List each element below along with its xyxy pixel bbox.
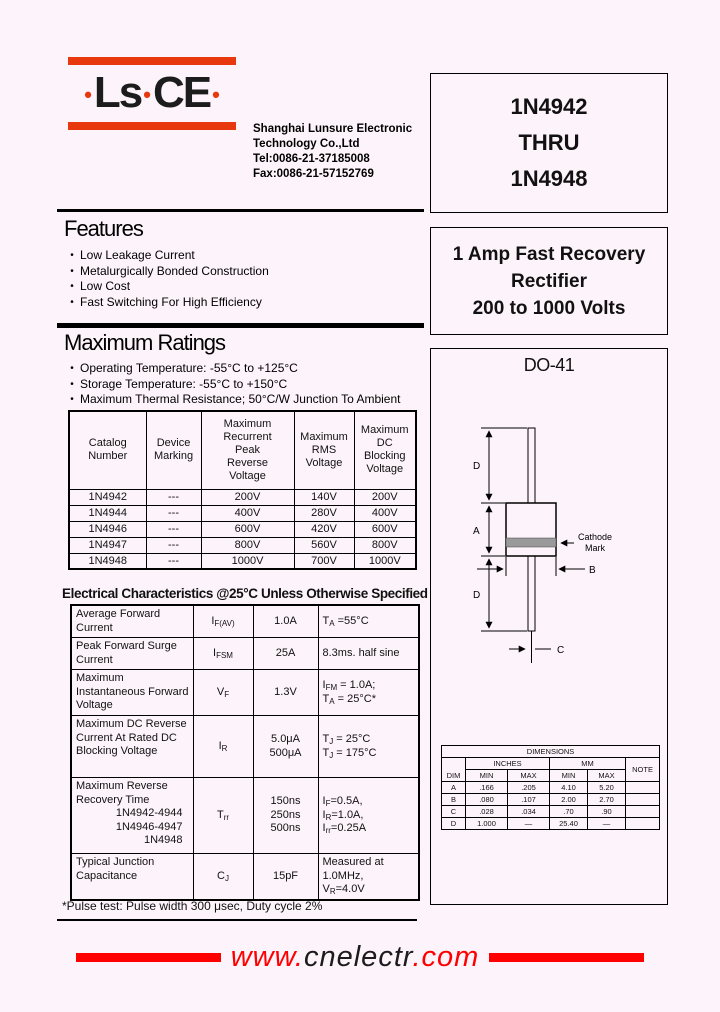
elec-symbol: $V_F$ [193, 670, 253, 716]
dims-cell: 25.40 [550, 818, 588, 830]
features-heading: Features [64, 216, 143, 241]
do41-package-drawing [431, 379, 669, 739]
ratings-cell: 1N4947 [69, 537, 146, 553]
logo-bottom-bar [68, 122, 236, 130]
ratings-cell: 1N4942 [69, 489, 146, 505]
part-number-start: 1N4942 [510, 94, 588, 119]
cathode-mark-label-line1: Cathode [578, 532, 613, 542]
table-row [69, 553, 416, 569]
table-row [71, 716, 419, 778]
dimensions-table [441, 745, 660, 830]
elec-value: 25A [253, 638, 318, 670]
list-item [64, 264, 424, 280]
part-number-box [430, 73, 668, 213]
ratings-cell: --- [146, 553, 201, 569]
dims-cell: .080 [466, 794, 508, 806]
ratings-cell: 700V [294, 553, 354, 569]
table-row [442, 794, 660, 806]
dims-subcol-max-mm: MAX [588, 770, 626, 782]
list-item [64, 377, 429, 393]
bullet-icon: • [70, 363, 74, 374]
elec-table [70, 604, 420, 901]
company-fax: Fax:0086-21-57152769 [253, 168, 374, 180]
table-row [71, 670, 419, 716]
list-item [64, 295, 424, 311]
table-row [71, 778, 419, 854]
feature-text: Low Cost [80, 279, 131, 293]
ratings-cell: --- [146, 505, 201, 521]
ratings-cell: 1000V [354, 553, 416, 569]
top-lead [528, 428, 535, 504]
ratings-cell: 1N4944 [69, 505, 146, 521]
dims-cell: 5.20 [588, 782, 626, 794]
dim-label-bottom-lead: D [473, 590, 481, 601]
description-line3: 200 to 1000 Volts [472, 297, 626, 319]
ratings-header: Maximum Recurrent Peak Reverse Voltage [201, 411, 294, 489]
dims-cell: .70 [550, 806, 588, 818]
dims-cell: 2.70 [588, 794, 626, 806]
description-box [430, 227, 668, 335]
dims-cell [626, 818, 660, 830]
ratings-cell: 600V [354, 521, 416, 537]
list-item [64, 361, 429, 377]
logo-dot-icon: • [212, 82, 220, 107]
package-name: DO-41 [523, 355, 575, 375]
elec-param: Typical Junction Capacitance [71, 854, 193, 900]
table-row [71, 638, 419, 670]
ratings-cell: 560V [294, 537, 354, 553]
ratings-cell: 200V [201, 489, 294, 505]
table-row [71, 605, 419, 638]
elec-condition: Measured at 1.0MHz, $V_R=4.0V$ [318, 854, 419, 900]
ratings-cell: --- [146, 521, 201, 537]
dims-cell: D [442, 818, 466, 830]
ratings-header: Maximum DC Blocking Voltage [354, 411, 416, 489]
diode-body [506, 503, 556, 556]
elec-param [71, 778, 193, 854]
table-row [71, 854, 419, 900]
description-line1: 1 Amp Fast Recovery [452, 243, 646, 265]
ratings-cell: --- [146, 489, 201, 505]
elec-param: Maximum DC Reverse Current At Rated DC Blocking Voltage [71, 716, 193, 778]
dims-cell: .205 [508, 782, 550, 794]
dims-cell: 4.10 [550, 782, 588, 794]
url-com: .com [412, 940, 480, 973]
company-name-line2: Technology Co.,Ltd [253, 138, 360, 150]
bullet-icon: • [70, 378, 74, 390]
elec-heading: Electrical Characteristics @25°C Unless Otherwise Specified [62, 586, 428, 601]
elec-symbol: $T_{rr}$ [193, 778, 253, 854]
dims-subcol-min-in: MIN [466, 770, 508, 782]
elec-condition: $I_{FM} = 1.0A$; $T_A = 25^\circ C*$ [318, 670, 419, 716]
elec-condition: 8.3ms. half sine [318, 638, 419, 670]
dims-col-dim: DIM [442, 758, 466, 782]
banner-left-bar [76, 953, 221, 962]
dims-cell: 1.000 [466, 818, 508, 830]
ratings-cell: 400V [201, 505, 294, 521]
dims-cell: .028 [466, 806, 508, 818]
bottom-lead [528, 555, 535, 631]
elec-param-text: Maximum Reverse Recovery Time [76, 780, 168, 806]
list-item [64, 248, 424, 264]
elec-symbol: $I_{FSM}$ [193, 638, 253, 670]
features-list [64, 248, 424, 310]
ratings-header: Device Marking [146, 411, 201, 489]
company-logo [62, 64, 242, 122]
dims-cell: .034 [508, 806, 550, 818]
elec-param: Maximum Instantaneous Forward Voltage [71, 670, 193, 716]
elec-value: 1.3V [253, 670, 318, 716]
dims-cell: — [508, 818, 550, 830]
dims-col-note: NOTE [626, 758, 660, 782]
url-www: www. [230, 940, 304, 973]
table-row [442, 782, 660, 794]
elec-condition: $T_J = 25^\circ C$ $T_J = 175^\circ C$ [318, 716, 419, 778]
ratings-cell: 1N4948 [69, 553, 146, 569]
ratings-header: Maximum RMS Voltage [294, 411, 354, 489]
dims-cell: 2.00 [550, 794, 588, 806]
rating-text: Operating Temperature: -55°C to +125°C [80, 361, 298, 375]
elec-param-variants: 1N4942-4944 1N4946-4947 1N4948 [115, 807, 183, 846]
dims-cell: .166 [466, 782, 508, 794]
ratings-cell: 280V [294, 505, 354, 521]
part-number-end: 1N4948 [510, 166, 588, 191]
elec-symbol: $I_R$ [193, 716, 253, 778]
list-item [64, 279, 424, 295]
company-info [253, 122, 433, 182]
max-ratings-list [64, 361, 429, 408]
bullet-icon: • [70, 250, 74, 261]
table-row [69, 521, 416, 537]
ratings-cell: 1000V [201, 553, 294, 569]
dims-cell: A [442, 782, 466, 794]
dims-cell: — [588, 818, 626, 830]
banner-right-bar [489, 953, 644, 962]
url-domain: cnelectr [303, 940, 413, 973]
elec-value: 5.0μA 500μA [253, 716, 318, 778]
dim-label-top-lead: D [473, 461, 481, 472]
rating-text: Storage Temperature: -55°C to +150°C [80, 376, 288, 391]
dims-subcol-min-mm: MIN [550, 770, 588, 782]
company-tel: Tel:0086-21-37185008 [253, 153, 370, 165]
description-line2: Rectifier [510, 270, 588, 292]
elec-value: 150ns 250ns 500ns [253, 778, 318, 854]
table-row [69, 505, 416, 521]
section-divider [57, 209, 424, 212]
logo-letters-2: CE [152, 68, 211, 117]
bullet-icon: • [70, 296, 74, 308]
ratings-header: Catalog Number [69, 411, 146, 489]
logo-dot-icon: • [143, 82, 151, 107]
cathode-band [506, 538, 556, 547]
elec-value: 15pF [253, 854, 318, 900]
part-number-thru: THRU [518, 130, 580, 155]
feature-text: Low Leakage Current [80, 248, 195, 262]
dim-label-body-diameter: B [589, 565, 596, 576]
dims-col-mm: MM [550, 758, 626, 770]
ratings-cell: 400V [354, 505, 416, 521]
elec-condition: $I_F=0.5A$, $I_R=1.0A$, $I_{rr}=0.25A$ [318, 778, 419, 854]
dim-label-lead-diameter: C [557, 645, 565, 656]
dims-cell: .90 [588, 806, 626, 818]
dims-subcol-max-in: MAX [508, 770, 550, 782]
elec-param: Average Forward Current [71, 605, 193, 638]
website-banner [40, 934, 680, 980]
logo-dot-icon: • [84, 82, 92, 107]
dims-cell [626, 806, 660, 818]
bullet-icon: • [70, 281, 74, 292]
elec-param: Peak Forward Surge Current [71, 638, 193, 670]
elec-value: 1.0A [253, 605, 318, 638]
ratings-cell: 420V [294, 521, 354, 537]
max-ratings-heading: Maximum Ratings [64, 330, 226, 355]
table-row [442, 806, 660, 818]
ratings-cell: 200V [354, 489, 416, 505]
section-divider [57, 323, 424, 328]
table-header-row [69, 411, 416, 489]
dims-cell: .107 [508, 794, 550, 806]
pulse-test-footnote: *Pulse test: Pulse width 300 μsec, Duty cycle 2% [62, 899, 323, 913]
list-item [64, 392, 429, 408]
table-row [442, 818, 660, 830]
company-name-line1: Shanghai Lunsure Electronic [253, 123, 413, 135]
ratings-cell: 1N4946 [69, 521, 146, 537]
ratings-cell: --- [146, 537, 201, 553]
feature-text: Fast Switching For High Efficiency [80, 294, 262, 309]
dim-label-body: A [473, 526, 480, 537]
ratings-cell: 140V [294, 489, 354, 505]
dims-cell [626, 794, 660, 806]
cathode-mark-label-line2: Mark [585, 543, 605, 553]
website-url [231, 941, 480, 974]
bullet-icon: • [70, 394, 74, 405]
elec-symbol: $I_{F(AV)}$ [193, 605, 253, 638]
bullet-icon: • [70, 265, 74, 277]
elec-symbol: $C_J$ [193, 854, 253, 900]
dims-cell: C [442, 806, 466, 818]
elec-condition: $T_A =55^\circ C$ [318, 605, 419, 638]
ratings-cell: 800V [201, 537, 294, 553]
package-box [430, 348, 668, 905]
dims-cell: B [442, 794, 466, 806]
dims-col-inches: INCHES [466, 758, 550, 770]
table-row [69, 489, 416, 505]
feature-text: Metalurgically Bonded Construction [80, 263, 269, 278]
rating-text: Maximum Thermal Resistance; 50°C/W Junction To Ambient [80, 392, 401, 406]
dimensions-table-title: DIMENSIONS [442, 746, 660, 758]
ratings-cell: 800V [354, 537, 416, 553]
logo-letters-1: Ls [93, 68, 142, 117]
table-row [69, 537, 416, 553]
ratings-cell: 600V [201, 521, 294, 537]
dims-cell [626, 782, 660, 794]
bottom-divider [57, 919, 417, 921]
ratings-table [68, 410, 417, 570]
